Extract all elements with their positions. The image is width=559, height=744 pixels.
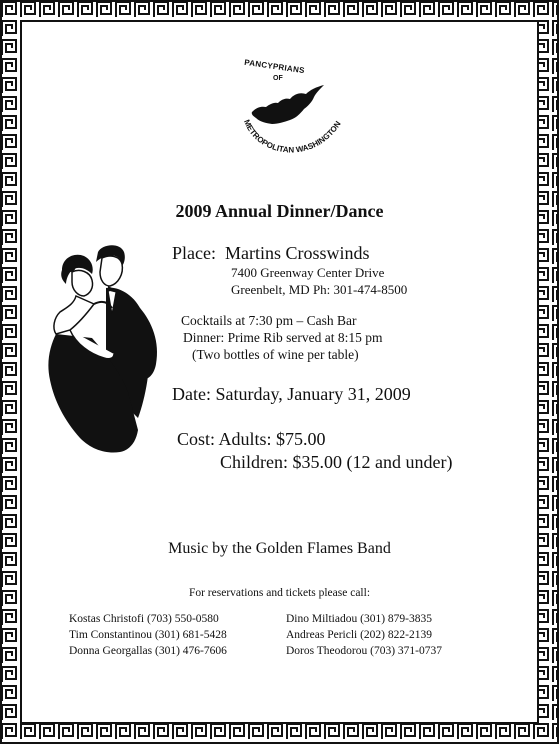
music-line: Music by the Golden Flames Band: [168, 540, 391, 557]
dinner-info: Dinner: Prime Rib served at 8:15 pm: [183, 330, 383, 345]
event-date: Date: Saturday, January 31, 2009: [172, 384, 411, 404]
contact-entry: Kostas Christofi (703) 550-0580: [69, 613, 219, 625]
wine-info: (Two bottles of wine per table): [192, 347, 359, 362]
place-line: [172, 243, 370, 264]
contact-entry: Andreas Pericli (202) 822-2139: [286, 629, 432, 641]
cocktails-info: Cocktails at 7:30 pm – Cash Bar: [181, 313, 357, 328]
reservations-note: For reservations and tickets please call:: [188, 587, 371, 599]
contact-entry: Doros Theodorou (703) 371-0737: [286, 645, 442, 657]
logo-arc-text: [232, 105, 352, 175]
place-label: Place:: [172, 243, 216, 263]
event-title: 2009 Annual Dinner/Dance: [175, 201, 384, 221]
address-line-1: 7400 Greenway Center Drive: [231, 265, 385, 280]
cost-children: Children: $35.00 (12 and under): [220, 452, 453, 472]
place-name: Martins Crosswinds: [224, 243, 370, 263]
dancing-couple-illustration: [36, 242, 172, 456]
contact-entry: Dino Miltiadou (301) 879-3835: [286, 613, 432, 625]
svg-text:METROPOLITAN WASHINGTON: [242, 118, 343, 154]
contact-entry: Tim Constantinou (301) 681-5428: [69, 629, 227, 641]
logo-bottom-text: METROPOLITAN WASHINGTON: [242, 118, 343, 155]
logo-of-text: OF: [273, 75, 283, 82]
cost-adults: Cost: Adults: $75.00: [177, 429, 326, 449]
address-line-2: Greenbelt, MD Ph: 301-474-8500: [231, 282, 408, 297]
logo-top-text: PANCYPRIANS: [243, 57, 306, 76]
contact-entry: Donna Georgallas (301) 476-7606: [69, 645, 227, 657]
